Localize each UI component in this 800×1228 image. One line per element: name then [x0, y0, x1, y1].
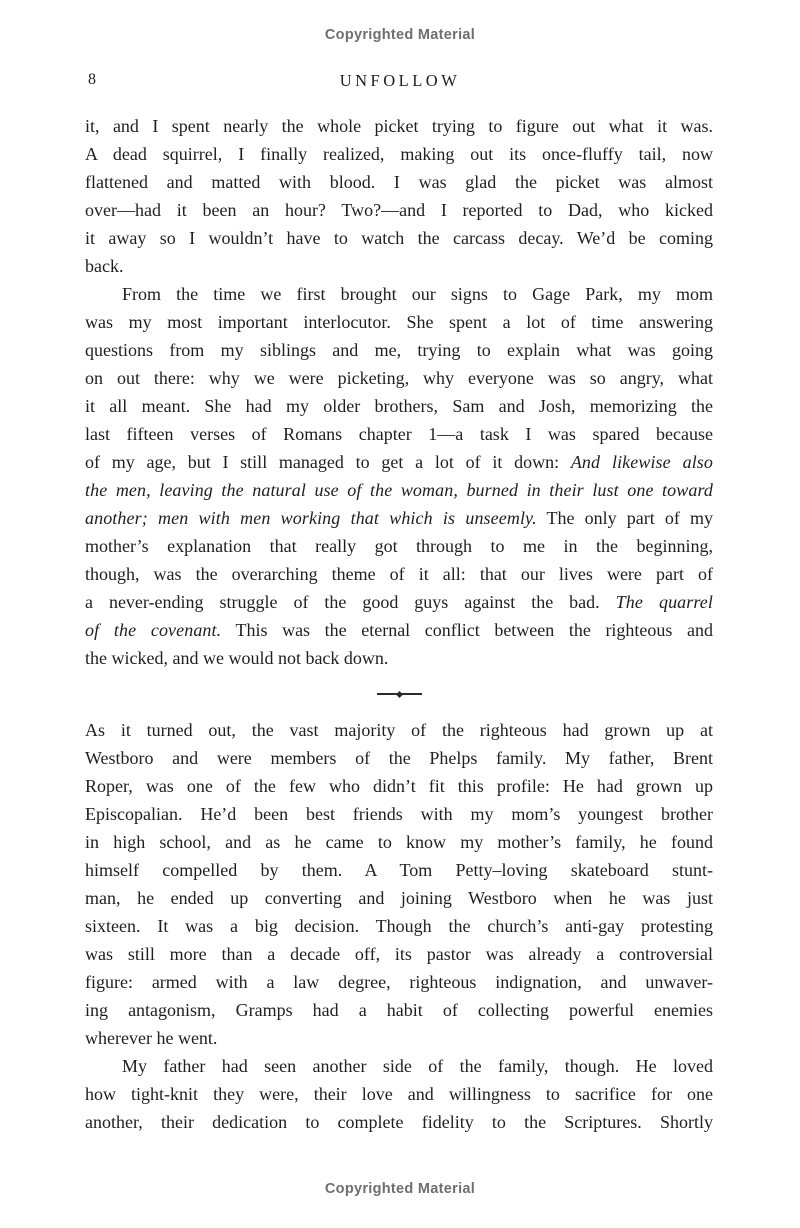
section-break-ornament: [85, 686, 713, 702]
text-segment: My father had seen another side of the family, though. He loved: [122, 1056, 713, 1076]
copyright-notice-bottom: Copyrighted Material: [324, 1181, 476, 1197]
text-line: [85, 280, 713, 308]
italic-text-segment: The quarrel: [615, 592, 713, 612]
text-line: [85, 560, 713, 588]
text-segment: flattened and matted with blood. I was glad the picket was almost: [85, 172, 713, 192]
text-segment: how tight-knit they were, their love and willingness to sacrifice for one: [85, 1084, 713, 1104]
text-segment: wherever he went.: [85, 1028, 218, 1048]
text-segment: Roper, was one of the few who didn’t fit this profile: He had grown up: [85, 776, 713, 796]
text-line: [85, 912, 713, 940]
italic-text-segment: another; men with men working that which is unseemly.: [85, 508, 537, 528]
text-line: [85, 112, 713, 140]
text-segment: The only part of my: [536, 508, 714, 528]
text-line: [85, 504, 713, 532]
page-number: 8: [88, 71, 96, 88]
text-segment: last fifteen verses of Romans chapter 1—a task I was spared because: [85, 424, 713, 444]
paragraph: [85, 280, 713, 672]
italic-text-segment: And likewise also: [570, 452, 713, 472]
text-line: [85, 940, 713, 968]
text-line: [85, 308, 713, 336]
text-line: [85, 336, 713, 364]
italic-text-segment: of the covenant.: [85, 620, 222, 640]
text-line: [85, 1024, 713, 1052]
text-line: [85, 224, 713, 252]
text-line: [85, 800, 713, 828]
text-line: [85, 588, 713, 616]
text-segment: it, and I spent nearly the whole picket trying to figure out what it was.: [85, 116, 713, 136]
text-line: [85, 532, 713, 560]
text-segment: sixteen. It was a big decision. Though the church’s anti-gay protesting: [85, 916, 713, 936]
text-segment: himself compelled by them. A Tom Petty–loving skateboard stunt-: [85, 860, 713, 880]
text-line: [85, 644, 713, 672]
text-line: [85, 996, 713, 1024]
paragraph: [85, 716, 713, 1052]
text-line: [85, 196, 713, 224]
text-segment: was still more than a decade off, its pastor was already a controversial: [85, 944, 713, 964]
text-segment: on out there: why we were picketing, why everyone was so angry, what: [85, 368, 713, 388]
text-segment: As it turned out, the vast majority of the righteous had grown up at: [85, 720, 713, 740]
text-segment: over—had it been an hour? Two?—and I reported to Dad, who kicked: [85, 200, 713, 220]
text-segment: was my most important interlocutor. She spent a lot of time answering: [85, 312, 713, 332]
text-line: [85, 364, 713, 392]
paragraph: [85, 1052, 713, 1136]
text-line: [85, 476, 713, 504]
text-segment: though, was the overarching theme of it all: that our lives were part of: [85, 564, 713, 584]
text-segment: ing antagonism, Gramps had a habit of collecting powerful enemies: [85, 1000, 713, 1020]
body-text: [85, 112, 713, 1136]
text-segment: A dead squirrel, I finally realized, making out its once-fluffy tail, now: [85, 144, 713, 164]
copyright-notice-top: Copyrighted Material: [324, 27, 476, 43]
italic-text-segment: the men, leaving the natural use of the woman, burned in their lust one toward: [85, 480, 713, 500]
text-line: [85, 856, 713, 884]
text-line: [85, 828, 713, 856]
ornament-rule: [401, 693, 422, 695]
text-segment: it all meant. She had my older brothers, Sam and Josh, memorizing the: [85, 396, 713, 416]
text-segment: mother’s explanation that really got through to me in the beginning,: [85, 536, 713, 556]
text-segment: figure: armed with a law degree, righteous indignation, and unwaver-: [85, 972, 713, 992]
text-line: [85, 744, 713, 772]
text-segment: in high school, and as he came to know my mother’s family, he found: [85, 832, 713, 852]
text-segment: man, he ended up converting and joining Westboro when he was just: [85, 888, 713, 908]
running-head: UNFOLLOW: [339, 71, 461, 90]
text-line: [85, 772, 713, 800]
text-line: [85, 1080, 713, 1108]
text-segment: of my age, but I still managed to get a lot of it down:: [85, 452, 571, 472]
text-line: [85, 1108, 713, 1136]
text-segment: This was the eternal conflict between the righteous and: [221, 620, 713, 640]
text-line: [85, 140, 713, 168]
text-segment: From the time we first brought our signs to Gage Park, my mom: [122, 284, 713, 304]
text-segment: back.: [85, 256, 124, 276]
ornament-rule: [377, 693, 398, 695]
text-segment: Westboro and were members of the Phelps family. My father, Brent: [85, 748, 713, 768]
text-segment: questions from my siblings and me, trying to explain what was going: [85, 340, 713, 360]
text-segment: a never-ending struggle of the good guys against the bad.: [85, 592, 616, 612]
text-segment: it away so I wouldn’t have to watch the carcass decay. We’d be coming: [85, 228, 713, 248]
text-line: [85, 168, 713, 196]
page-header: [0, 71, 800, 95]
text-line: [85, 252, 713, 280]
text-line: [85, 968, 713, 996]
paragraph: [85, 112, 713, 280]
ornament-diamond: [395, 690, 402, 697]
text-line: [85, 448, 713, 476]
text-line: [85, 616, 713, 644]
text-line: [85, 420, 713, 448]
text-segment: the wicked, and we would not back down.: [85, 648, 389, 668]
text-line: [85, 884, 713, 912]
text-line: [85, 392, 713, 420]
text-segment: Episcopalian. He’d been best friends with my mom’s youngest brother: [85, 804, 713, 824]
text-line: [85, 1052, 713, 1080]
text-segment: another, their dedication to complete fidelity to the Scriptures. Shortly: [85, 1112, 713, 1132]
text-line: [85, 716, 713, 744]
